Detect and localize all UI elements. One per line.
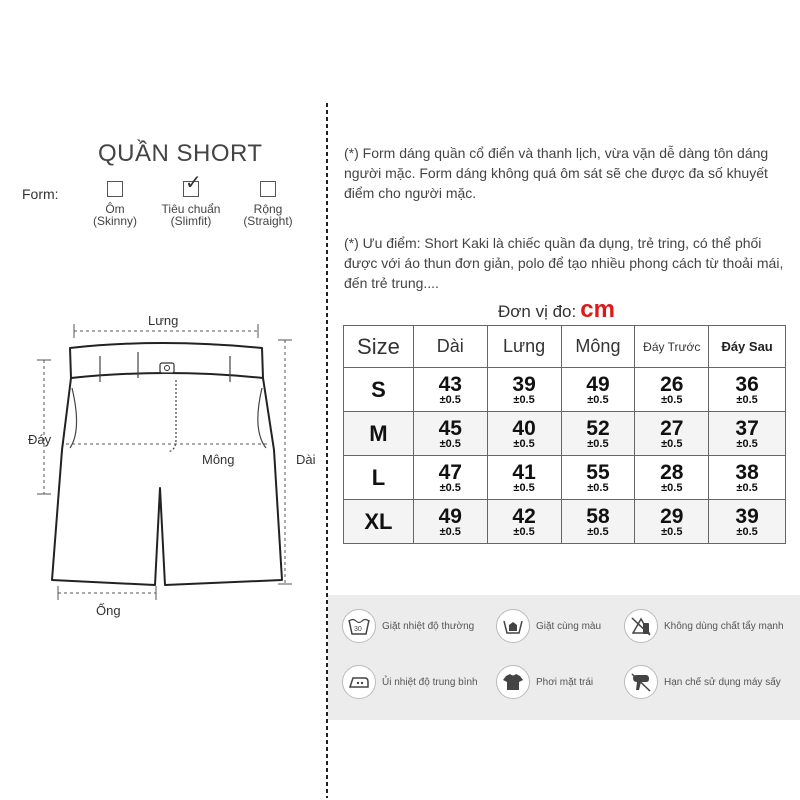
care-item: 30 Giặt nhiệt độ thường <box>342 609 474 643</box>
svg-text:30: 30 <box>354 626 362 633</box>
value-cell: 29 ±0.5 <box>635 500 709 544</box>
header-back-rise: Đáy Sau <box>709 326 786 368</box>
size-cell: M <box>344 412 414 456</box>
shorts-measurement-diagram <box>0 300 326 630</box>
size-cell: XL <box>344 500 414 544</box>
size-cell: L <box>344 456 414 500</box>
care-item: Không dùng chất tẩy mạnh <box>624 609 784 643</box>
value-cell: 52 ±0.5 <box>561 412 635 456</box>
care-item: Phơi mặt trái <box>496 665 593 699</box>
label-leg: Ống <box>96 603 121 618</box>
header-size: Size <box>344 326 414 368</box>
checkmark-icon: ✓ <box>185 172 202 194</box>
value-cell: 39 ±0.5 <box>709 500 786 544</box>
button-icon <box>160 363 174 373</box>
note-form: (*) Form dáng quần cổ điển và thanh lịch, vừa vặn dễ dàng tôn dáng người mặc. Form dáng không quá ôm sát sẽ che được đa số khuyết điểm cho người mặc. <box>344 145 769 201</box>
value-cell: 42 ±0.5 <box>487 500 561 544</box>
care-item: Giặt cùng màu <box>496 609 601 643</box>
care-instructions <box>328 595 800 720</box>
value-cell: 58 ±0.5 <box>561 500 635 544</box>
fit-name-skinny: Ôm <box>105 202 125 216</box>
header-length: Dài <box>413 326 487 368</box>
value-cell: 40 ±0.5 <box>487 412 561 456</box>
value-cell: 38 ±0.5 <box>709 456 786 500</box>
label-waist: Lưng <box>148 313 179 328</box>
iron-medium-icon <box>342 665 376 699</box>
label-crotch: Đáy <box>28 432 52 447</box>
value-cell: 49 ±0.5 <box>561 368 635 412</box>
value-cell: 47 ±0.5 <box>413 456 487 500</box>
header-hip: Mông <box>561 326 635 368</box>
fit-name-slimfit: Tiêu chuẩn <box>161 202 221 216</box>
value-cell: 39 ±0.5 <box>487 368 561 412</box>
fit-option-straight <box>238 181 298 227</box>
fit-option-slimfit <box>155 172 227 228</box>
care-item: Ủi nhiệt độ trung bình <box>342 665 478 699</box>
label-length: Dài <box>296 452 316 467</box>
table-row <box>344 456 786 500</box>
fly-stitch <box>168 380 176 452</box>
header-waist: Lưng <box>487 326 561 368</box>
fit-name-straight: Rộng <box>253 202 283 216</box>
fit-detail-skinny: (Skinny) <box>92 214 137 228</box>
checkbox-slimfit <box>183 172 202 197</box>
shorts-outline <box>52 343 282 585</box>
value-cell: 41 ±0.5 <box>487 456 561 500</box>
value-cell: 45 ±0.5 <box>413 412 487 456</box>
value-cell: 37 ±0.5 <box>709 412 786 456</box>
pocket-left <box>70 388 77 448</box>
label-hip: Mông <box>202 452 235 467</box>
note-advantages: (*) Ưu điểm: Short Kaki là chiếc quần đa dụng, trẻ tring, có thể phối được với áo thun đơn giản, polo để tạo nhiều phong cách từ thoải mái, đến trẻ trung.... <box>344 235 784 291</box>
table-row <box>344 500 786 544</box>
unit-value: cm <box>580 296 615 323</box>
unit-line <box>498 296 615 324</box>
wash-30-icon <box>342 609 376 643</box>
table-row <box>344 412 786 456</box>
pocket-right <box>258 388 266 448</box>
value-cell: 27 ±0.5 <box>635 412 709 456</box>
wash-same-color-icon <box>496 609 530 643</box>
value-cell: 28 ±0.5 <box>635 456 709 500</box>
value-cell: 49 ±0.5 <box>413 500 487 544</box>
value-cell: 43 ±0.5 <box>413 368 487 412</box>
value-cell: 26 ±0.5 <box>635 368 709 412</box>
fit-option-skinny <box>88 181 142 227</box>
table-row <box>344 368 786 412</box>
value-cell: 55 ±0.5 <box>561 456 635 500</box>
page-title: QUẦN SHORT <box>98 140 263 167</box>
form-label: Form: <box>22 186 59 202</box>
limit-dryer-icon <box>624 665 658 699</box>
checkbox-straight <box>260 181 276 197</box>
header-front-rise: Đáy Trước <box>635 326 709 368</box>
care-item: Hạn chế sử dụng máy sấy <box>624 665 781 699</box>
dry-inside-out-icon <box>496 665 530 699</box>
size-table <box>343 325 786 544</box>
size-cell: S <box>344 368 414 412</box>
checkbox-skinny <box>107 181 123 197</box>
fit-detail-straight: (Straight) <box>243 214 293 228</box>
unit-label: Đơn vị đo: <box>498 302 577 321</box>
fit-detail-slimfit: (Slimfit) <box>170 214 212 228</box>
value-cell: 36 ±0.5 <box>709 368 786 412</box>
table-header-row <box>344 326 786 368</box>
no-bleach-icon <box>624 609 658 643</box>
